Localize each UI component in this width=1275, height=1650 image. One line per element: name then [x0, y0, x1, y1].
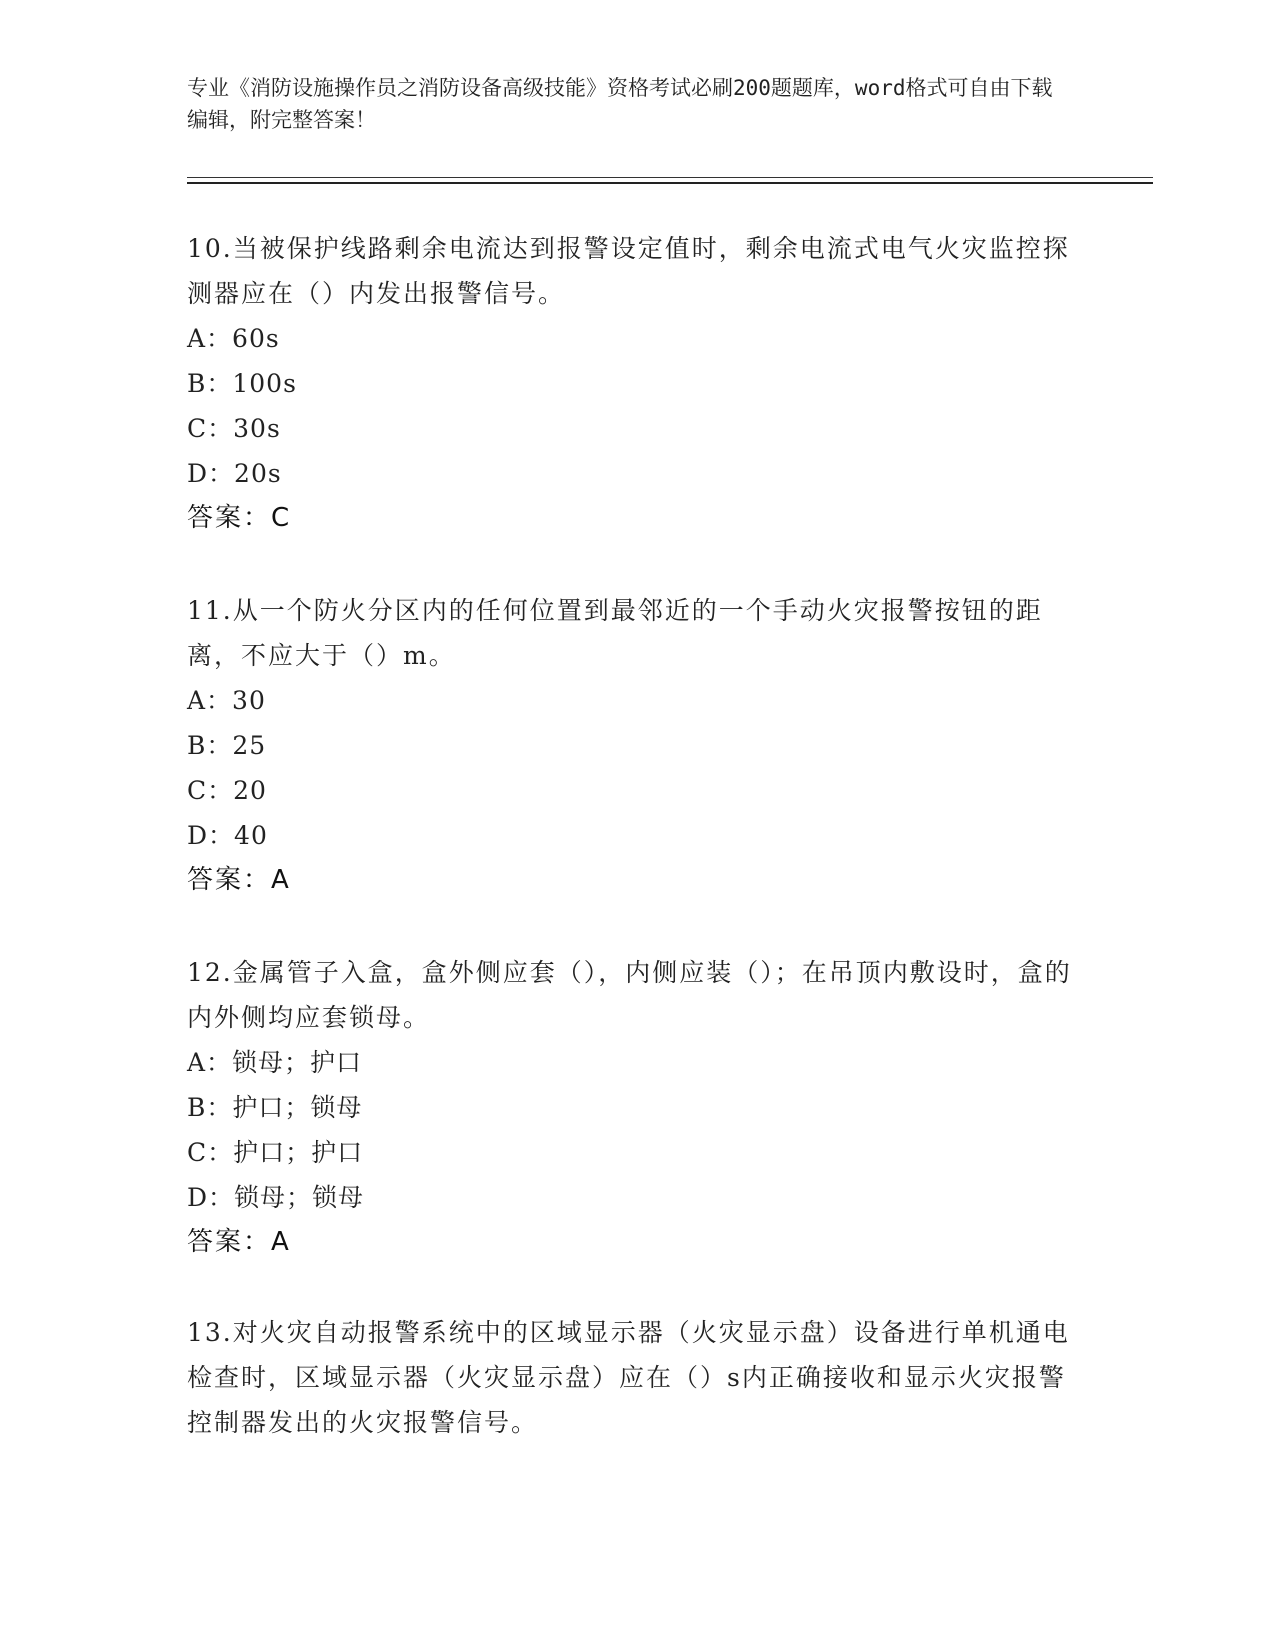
question-stem: 12.金属管子入盒，盒外侧应套（），内侧应装（）；在吊顶内敷设时，盒的内外侧均应套锁母。 [187, 958, 1072, 1032]
answer-value: A [271, 865, 289, 895]
question-stem: 10.当被保护线路剩余电流达到报警设定值时，剩余电流式电气火灾监控探测器应在（）内发出报警信号。 [187, 234, 1070, 308]
answer-line [187, 858, 1087, 903]
option-d: D：锁母；锁母 [187, 1183, 365, 1212]
answer-label: 答案： [187, 1227, 272, 1257]
answer-line [187, 1220, 1087, 1265]
question-11 [187, 588, 1087, 903]
answer-value: A [271, 1227, 289, 1257]
answer-label: 答案： [187, 865, 272, 895]
header-divider-thick [187, 182, 1153, 184]
answer-value: C [271, 503, 290, 533]
question-stem: 13.对火灾自动报警系统中的区域显示器（火灾显示盘）设备进行单机通电检查时，区域显示器（火灾显示盘）应在（）s内正确接收和显示火灾报警控制器发出的火灾报警信号。 [187, 1318, 1070, 1437]
question-13 [187, 1310, 1087, 1445]
option-c: C：30s [187, 414, 281, 443]
option-b: B：护口；锁母 [187, 1093, 363, 1122]
document-header: 专业《消防设施操作员之消防设备高级技能》资格考试必刷200题题库，word格式可自由下载编辑，附完整答案！ [187, 76, 1053, 132]
question-stem: 11.从一个防火分区内的任何位置到最邻近的一个手动火灾报警按钮的距离，不应大于（）m。 [187, 596, 1043, 670]
option-c: C：护口；护口 [187, 1138, 364, 1167]
header-divider-thin [187, 177, 1153, 178]
answer-label: 答案： [187, 503, 272, 533]
option-c: C：20 [187, 776, 267, 805]
option-b: B：100s [187, 369, 297, 398]
option-b: B：25 [187, 731, 267, 760]
option-d: D：40 [187, 821, 268, 850]
answer-line [187, 496, 1087, 541]
question-12 [187, 950, 1087, 1265]
option-a: A：30 [187, 686, 266, 715]
option-d: D：20s [187, 459, 282, 488]
question-10 [187, 226, 1087, 541]
option-a: A：锁母；护口 [187, 1048, 363, 1077]
option-a: A：60s [187, 324, 280, 353]
